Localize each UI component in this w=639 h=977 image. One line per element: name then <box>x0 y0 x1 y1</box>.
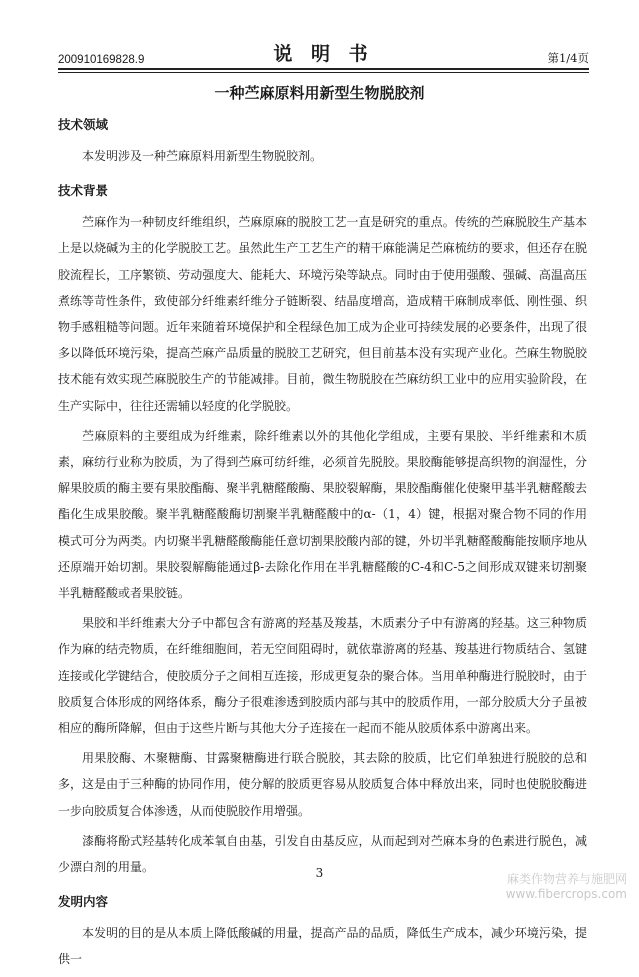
page-header <box>58 40 589 66</box>
paragraph: 用果胶酶、木聚糖酶、甘露聚糖酶进行联合脱胶，其去除的胶质，比它们单独进行脱胶的总和多，这是由于三种酶的协同作用，使分解的胶质更容易从胶质复合体中释放出来，同时也使脱胶酶进一步向胶质复合体渗透，从而使脱胶作用增强。 <box>58 751 587 818</box>
document-body <box>58 115 587 977</box>
paragraph: 苎麻作为一种韧皮纤维组织，苎麻原麻的脱胶工艺一直是研究的重点。传统的苎麻脱胶生产基本上是以烧碱为主的化学脱胶工艺。虽然此生产工艺生产的精干麻能满足苎麻梳纺的要求，但还存在脱胶流程长，工序繁锁、劳动强度大、能耗大、环境污染等缺点。同时由于使用强酸、强碱、高温高压煮练等苛性条件，致使部分纤维素纤维分子链断裂、结晶度增高，造成精干麻制成率低、刚性强、织物手感粗糙等问题。近年来随着环境保护和全程绿色加工成为企业可持续发展的必要条件，出现了很多以降低环境污染，提高苎麻产品质量的脱胶工艺研究，但目前基本没有实现产业化。苎麻生物脱胶技术能有效实现苎麻脱胶生产的节能减排。目前，微生物脱胶在苎麻纺织工业中的应用实验阶段，在生产实际中，往往还需辅以轻度的化学脱胶。 <box>58 215 587 413</box>
section-heading-background: 技术背景 <box>58 183 109 199</box>
page-indicator: 第1/4页 <box>547 51 589 65</box>
paragraph: 本发明的目的是从本质上降低酸碱的用量，提高产品的品质，降低生产成本，减少环境污染，提供一 <box>58 926 587 967</box>
watermark-line-1: 麻类作物营养与施肥网 <box>506 872 627 886</box>
section-heading-invention-content: 发明内容 <box>58 894 109 910</box>
paragraph: 果胶和半纤维素大分子中都包含有游离的羟基及羧基，木质素分子中有游离的羟基。这三种物质作为麻的结壳物质，在纤维细胞间，若无空间阻碍时，就依靠游离的羟基、羧基进行物质结合、氢键连接或化学键结合，使胶质分子之间相互连接，形成更复杂的聚合体。当用单种酶进行脱胶时，由于胶质复合体形成的网络体系，酶分子很难渗透到胶质内部与其中的胶质作用，一部分胶质大分子虽被相应的酶所降解，但由于这些片断与其他大分子连接在一起而不能从胶质体系中游离出来。 <box>58 616 587 736</box>
document-type-title: 说 明 书 <box>273 43 374 65</box>
paragraph: 漆酶将酚式羟基转化成苯氧自由基，引发自由基反应，从而起到对苎麻本身的色素进行脱色，减少漂白剂的用量。 <box>58 833 587 875</box>
section-heading-technical-field: 技术领域 <box>58 117 109 132</box>
application-number: 200910169828.9 <box>58 54 145 66</box>
header-rule-thin <box>58 72 589 73</box>
page-number: 3 <box>315 866 324 880</box>
invention-title: 一种苎麻原料用新型生物脱胶剂 <box>214 84 425 102</box>
header-rule-thick <box>58 68 589 70</box>
watermark <box>506 872 627 902</box>
watermark-line-2: www.fibercrops.com <box>505 887 627 901</box>
paragraph: 苎麻原料的主要组成为纤维素，除纤维素以外的其他化学组成，主要有果胶、半纤维素和木质素，麻纺行业称为胶质，为了得到苎麻可纺纤维，必须首先脱胶。果胶酶能够提高织物的润湿性，分解果胶质的酶主要有果胶酯酶、聚半乳糖醛酸酶、果胶裂解酶，果胶酯酶催化使聚甲基半乳糖醛酸去酯化生成果胶酸。聚半乳糖醛酸酶切割聚半乳糖醛酸中的α-（1，4）键，根据对聚合物不同的作用模式可分为两类。内切聚半乳糖醛酸酶能任意切割果胶酸内部的键，外切半乳糖醛酸酶能按顺序地从还原端开始切割。果胶裂解酶能通过β-去除化作用在半乳糖醛酸的C-4和C-5之间形成双键来切割聚半乳糖醛酸或者果胶链。 <box>58 428 587 601</box>
paragraph: 本发明涉及一种苎麻原料用新型生物脱胶剂。 <box>82 149 323 163</box>
